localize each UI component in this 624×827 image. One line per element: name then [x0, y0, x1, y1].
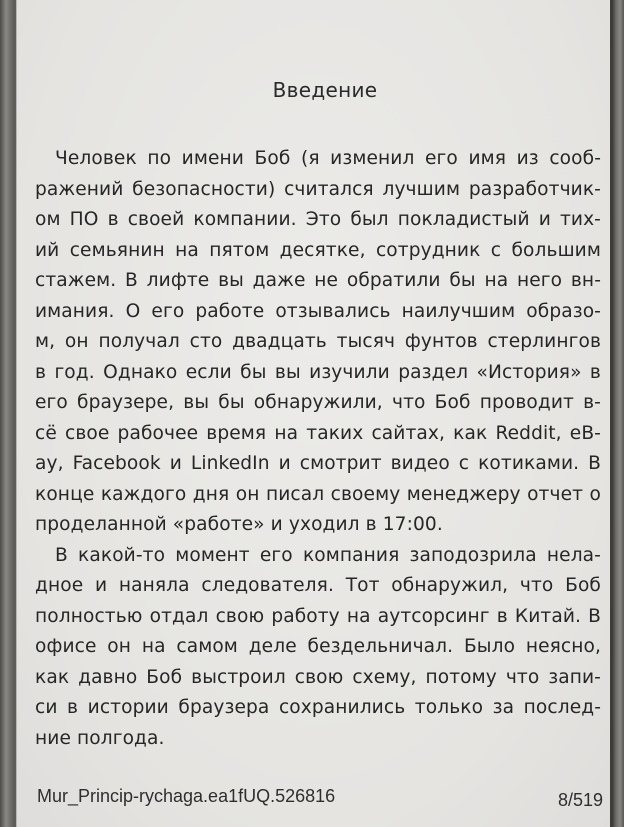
text-line: полностью отдал свою работу на аутсорсинг в Китай. В [35, 605, 601, 627]
text-line: ние полгода. [35, 727, 165, 749]
page-text [35, 144, 601, 754]
text-line: ом ПО в своей компании. Это был покладистый и тих- [35, 209, 601, 230]
text-line: м, он получал сто двадцать тысяч фунтов стерлингов [35, 331, 601, 352]
text-line: ражений безопасности) считался лучшим разработчик- [35, 178, 601, 200]
text-line: конце каждого дня он писал своему менеджеру отчет о [35, 483, 601, 505]
text-line: Человек по имени Боб (я изменил его имя из сооб- [55, 148, 601, 169]
text-line: си в истории браузера сохранились только за послед- [35, 697, 601, 718]
text-line: его браузере, вы бы обнаружили, что Боб проводит в- [35, 392, 601, 413]
text-line: ий семьянин на пятом десятке, сотрудник с большим [35, 239, 601, 261]
text-line: как давно Боб выстроил свою схему, потому что запи- [35, 666, 601, 688]
device-right-edge [612, 0, 624, 827]
chapter-title: Введение [272, 78, 378, 102]
page-indicator[interactable]: 8/519 [557, 790, 603, 810]
text-line: ay, Facebook и LinkedIn и смотрит видео с котиками. В [35, 453, 601, 474]
text-line: сё свое рабочее время на таких сайтах, как Reddit, eB- [35, 422, 601, 444]
file-title: Mur_Princip-rychaga.ea1fUQ.526816 [37, 786, 336, 806]
text-line: стажем. В лифте вы даже не обратили бы на него вн- [35, 270, 601, 291]
reader-screen[interactable] [16, 0, 612, 827]
text-line: дное и наняла следователя. Тот обнаружил, что Боб [35, 575, 601, 596]
text-line: имания. О его работе отзывались наилучшим образо- [35, 300, 601, 322]
text-line: проделанной «работе» и уходил в 17:00. [35, 514, 443, 535]
text-line: офисе он на самом деле бездельничал. Было неясно, [35, 636, 601, 657]
text-line: В какой-то момент его компания заподозрила нела- [55, 544, 601, 566]
text-line: в год. Однако если бы вы изучили раздел «История» в [35, 361, 601, 383]
